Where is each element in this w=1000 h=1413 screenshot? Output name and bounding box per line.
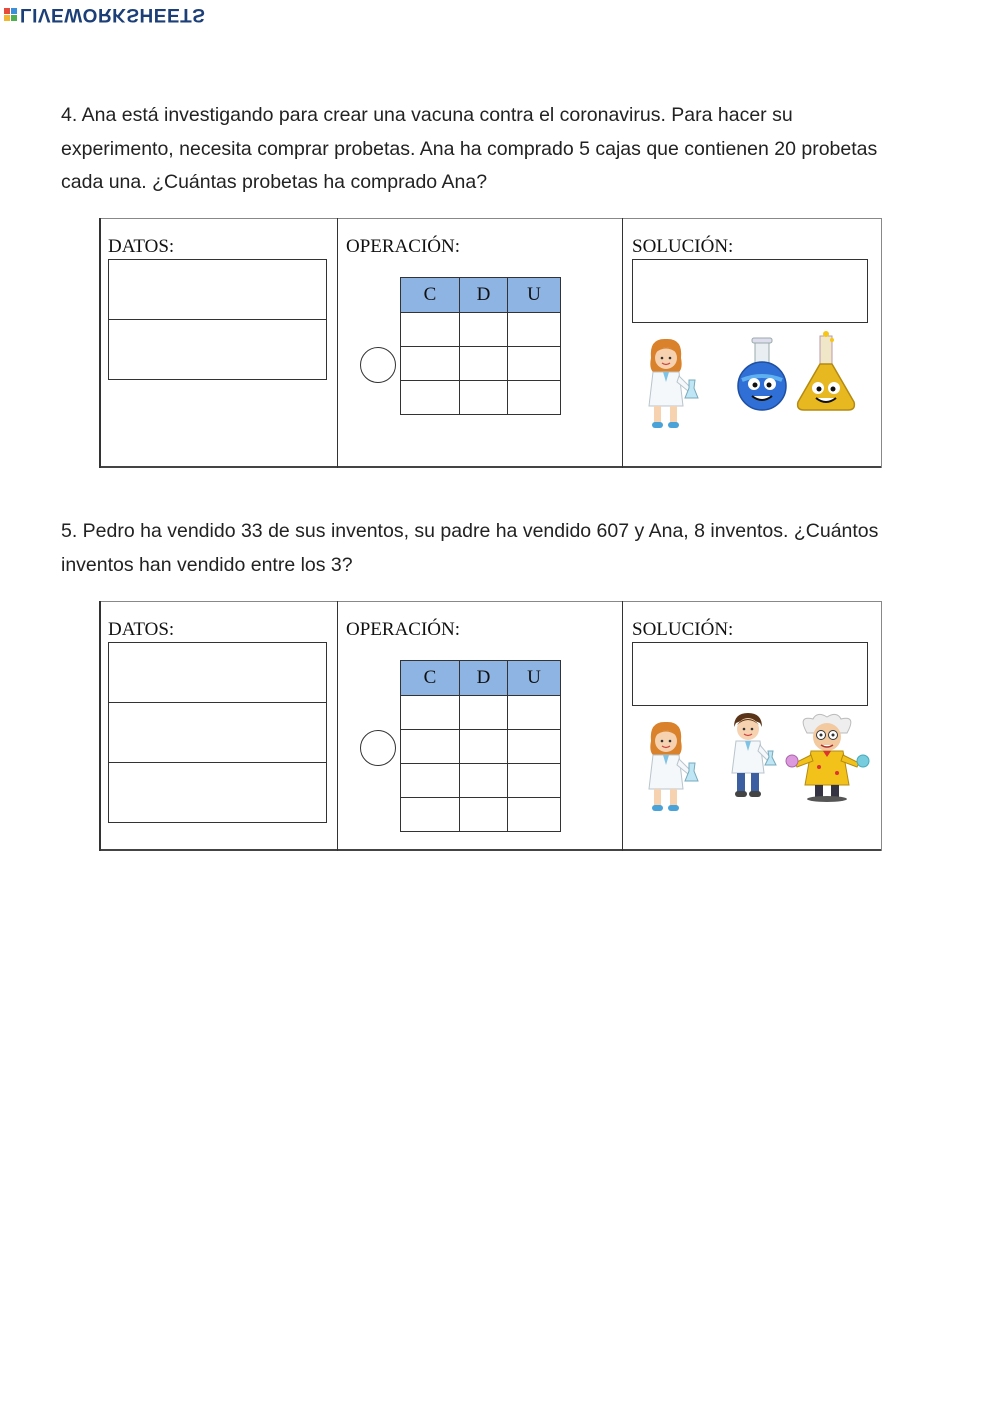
column-c-header: C (401, 661, 460, 696)
question-5: 5. Pedro ha vendido 33 de sus inventos, su padre ha vendido 607 y Ana, 8 inventos. ¿Cuántos inventos han vendido entre los 3? (61, 520, 879, 576)
scientist-boy-icon (724, 711, 780, 803)
operacion-label: OPERACIÓN: (346, 619, 461, 640)
operation-sign-input[interactable] (360, 347, 396, 383)
liveworksheets-logo (4, 4, 205, 24)
scientist-girl-icon (639, 336, 705, 434)
grid-cell[interactable] (508, 347, 561, 381)
column-c-header: C (401, 278, 460, 313)
solucion-label: SOLUCIÓN: (632, 619, 734, 640)
problem-5-panel (99, 601, 882, 851)
datos-input-1[interactable] (108, 259, 327, 320)
datos-input-3[interactable] (108, 762, 327, 823)
cdu-grid (400, 277, 561, 415)
grid-cell[interactable] (508, 381, 561, 415)
datos-input-2[interactable] (108, 702, 327, 763)
problem-4-panel (99, 218, 882, 468)
grid-cell[interactable] (508, 764, 561, 798)
grid-cell[interactable] (508, 730, 561, 764)
operacion-label: OPERACIÓN: (346, 236, 461, 257)
scientist-girl-icon (639, 719, 705, 817)
grid-cell[interactable] (460, 798, 508, 832)
operation-sign-input[interactable] (360, 730, 396, 766)
column-d-header: D (460, 661, 508, 696)
grid-cell[interactable] (401, 764, 460, 798)
grid-cell[interactable] (460, 696, 508, 730)
grid-cell[interactable] (401, 730, 460, 764)
question-4: 4. Ana está investigando para crear una vacuna contra el coronavirus. Para hacer su experimento, necesita comprar probetas. Ana ha comprado 5 cajas que contienen 20 probetas cada una. ¿Cuántas probetas ha comprado Ana? (61, 104, 878, 193)
logo-text: LIVEWORKSHEETS (20, 4, 206, 25)
column-u-header: U (508, 278, 561, 313)
grid-cell[interactable] (460, 381, 508, 415)
grid-cell[interactable] (401, 313, 460, 347)
grid-cell[interactable] (460, 313, 508, 347)
column-u-header: U (508, 661, 561, 696)
grid-cell[interactable] (460, 347, 508, 381)
grid-cell[interactable] (401, 798, 460, 832)
grid-cell[interactable] (508, 798, 561, 832)
solucion-label: SOLUCIÓN: (632, 236, 734, 257)
cdu-grid (400, 660, 561, 832)
datos-input-1[interactable] (108, 642, 327, 703)
grid-cell[interactable] (401, 381, 460, 415)
solucion-input[interactable] (632, 259, 868, 323)
grid-cell[interactable] (401, 347, 460, 381)
datos-input-2[interactable] (108, 319, 327, 380)
blue-flask-icon (732, 336, 792, 416)
column-d-header: D (460, 278, 508, 313)
grid-cell[interactable] (508, 313, 561, 347)
grid-cell[interactable] (508, 696, 561, 730)
grid-cell[interactable] (460, 730, 508, 764)
grid-cell[interactable] (460, 764, 508, 798)
yellow-flask-icon (792, 330, 862, 416)
logo-squares-icon (4, 8, 17, 21)
solucion-input[interactable] (632, 642, 868, 706)
datos-label: DATOS: (108, 619, 175, 640)
datos-label: DATOS: (108, 236, 175, 257)
crazy-professor-icon (783, 711, 871, 803)
grid-cell[interactable] (401, 696, 460, 730)
